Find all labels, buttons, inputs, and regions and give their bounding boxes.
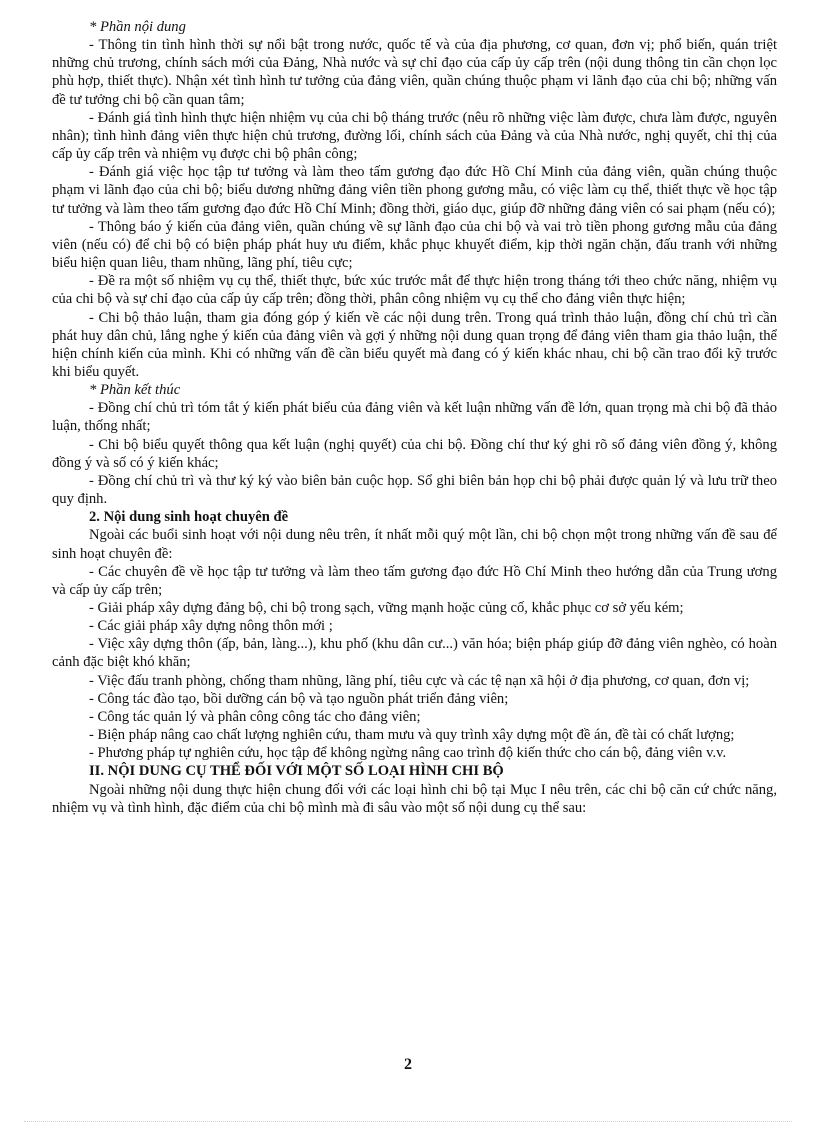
section-heading-noi-dung: * Phần nội dung [89, 19, 186, 35]
paragraph: - Các giải pháp xây dựng nông thôn mới ; [89, 618, 333, 635]
paragraph: - Chi bộ thảo luận, tham gia đóng góp ý kiến về các nội dung trên. Trong quá trình thảo luận, đồng chí chủ trì cần phát huy dân chủ, lắng nghe ý kiến của đảng viên và gợi ý những nội dung quan trọng để đảng viên tham gia thảo luận, thể hiện chính kiến của mình. Khi có những vấn đề cần biểu quyết mà đang có ý kiến khác nhau, chi bộ cần trao đổi kỹ trước khi biểu quyết. [52, 309, 777, 380]
page-bottom-divider [24, 1121, 792, 1122]
paragraph: - Đánh giá tình hình thực hiện nhiệm vụ của chi bộ tháng trước (nêu rõ những việc làm được, chưa làm được, nguyên nhân); tình hình đảng viên thực hiện chủ trương, đường lối, chính sách của Đảng và của Nhà nước, nghị quyết, chỉ thị của cấp ủy cấp trên và nhiệm vụ được chi bộ phân công; [52, 109, 777, 163]
paragraph: - Thông tin tình hình thời sự nổi bật trong nước, quốc tế và của địa phương, cơ quan, đơn vị; phổ biến, quán triệt những chủ trương, chính sách mới của Đảng, Nhà nước và sự chỉ đạo của cấp ủy cấp trên (nội dung thông tin cần chọn lọc phù hợp, thiết thực). Nhận xét tình hình tư tưởng của đảng viên, quần chúng thuộc phạm vi lãnh đạo của chi bộ; những vấn đề tư tưởng chi bộ cần quan tâm; [52, 37, 777, 108]
section-heading-ket-thuc: * Phần kết thúc [89, 382, 181, 399]
paragraph: Ngoài các buổi sinh hoạt với nội dung nêu trên, ít nhất mỗi quý một lần, chi bộ chọn một trong những vấn đề sau để sinh hoạt chuyên đề: [52, 527, 777, 562]
paragraph: - Giải pháp xây dựng đảng bộ, chi bộ trong sạch, vững mạnh hoặc củng cố, khắc phục cơ sở yếu kém; [89, 600, 684, 616]
paragraph: - Các chuyên đề về học tập tư tưởng và làm theo tấm gương đạo đức Hồ Chí Minh theo hướng dẫn của Trung ương và cấp ủy cấp trên; [52, 563, 777, 598]
paragraph: - Đồng chí chủ trì và thư ký ký vào biên bản cuộc họp. Sổ ghi biên bản họp chi bộ phải được quản lý và lưu trữ theo quy định. [52, 472, 777, 508]
paragraph: - Công tác quản lý và phân công công tác cho đảng viên; [89, 708, 421, 725]
paragraph: Ngoài những nội dung thực hiện chung đối với các loại hình chi bộ tại Mục I nêu trên, các chi bộ căn cứ chức năng, nhiệm vụ và tình hình, đặc điểm của chi bộ mình mà đi sâu vào một số nội dung cụ thể sau: [52, 781, 777, 816]
paragraph: - Việc xây dựng thôn (ấp, bản, làng...), khu phố (khu dân cư...) văn hóa; biện pháp giúp đỡ đảng viên nghèo, có hoàn cảnh đặc biệt khó khăn; [52, 636, 777, 671]
paragraph: - Biện pháp nâng cao chất lượng nghiên cứu, tham mưu và quy trình xây dựng một đề án, đề tài có chất lượng; [89, 727, 735, 744]
paragraph: - Đề ra một số nhiệm vụ cụ thể, thiết thực, bức xúc trước mắt để thực hiện trong tháng tới theo chức năng, nhiệm vụ của chi bộ và sự chỉ đạo của cấp ủy cấp trên; đồng thời, phân công nhiệm vụ cụ thể cho đảng viên thực hiện; [52, 273, 777, 308]
page-number: 2 [404, 1056, 412, 1073]
document-body [52, 18, 777, 817]
paragraph: - Đánh giá việc học tập tư tưởng và làm theo tấm gương đạo đức Hồ Chí Minh của đảng viên, quần chúng thuộc phạm vi lãnh đạo của chi bộ; biểu dương những đảng viên tiền phong gương mẫu, có việc làm cụ thể, thiết thực về học tập tư tưởng và làm theo tấm gương đạo đức Hồ Chí Minh; đồng thời, giáo dục, giúp đỡ những đảng viên có sai phạm (nếu có); [52, 164, 777, 217]
paragraph: - Thông báo ý kiến của đảng viên, quần chúng về sự lãnh đạo của chi bộ và vai trò tiền phong gương mẫu của đảng viên (nếu có) để chi bộ có biện pháp phát huy ưu điểm, khắc phục khuyết điểm, kịp thời ngăn chặn, đấu tranh với những biểu hiện quan liêu, tham nhũng, lãng phí, tiêu cực; [52, 218, 777, 272]
paragraph: - Phương pháp tự nghiên cứu, học tập để không ngừng nâng cao trình độ kiến thức cho cán bộ, đảng viên v.v. [89, 745, 727, 762]
section-heading-ii: II. NỘI DUNG CỤ THỂ ĐỐI VỚI MỘT SỐ LOẠI HÌNH CHI BỘ [89, 763, 504, 780]
paragraph: - Chi bộ biểu quyết thông qua kết luận (nghị quyết) của chi bộ. Đồng chí thư ký ghi rõ số đảng viên đồng ý, không đồng ý và số có ý kiến khác; [52, 436, 777, 471]
paragraph: - Việc đấu tranh phòng, chống tham nhũng, lãng phí, tiêu cực và các tệ nạn xã hội ở địa phương, cơ quan, đơn vị; [89, 672, 750, 689]
section-heading-chuyen-de: 2. Nội dung sinh hoạt chuyên đề [89, 509, 289, 526]
paragraph: - Đồng chí chủ trì tóm tắt ý kiến phát biểu của đảng viên và kết luận những vấn đề lớn, quan trọng mà chi bộ đã thảo luận, thống nhất; [52, 400, 777, 435]
paragraph: - Công tác đào tạo, bồi dưỡng cán bộ và tạo nguồn phát triển đảng viên; [89, 690, 509, 707]
